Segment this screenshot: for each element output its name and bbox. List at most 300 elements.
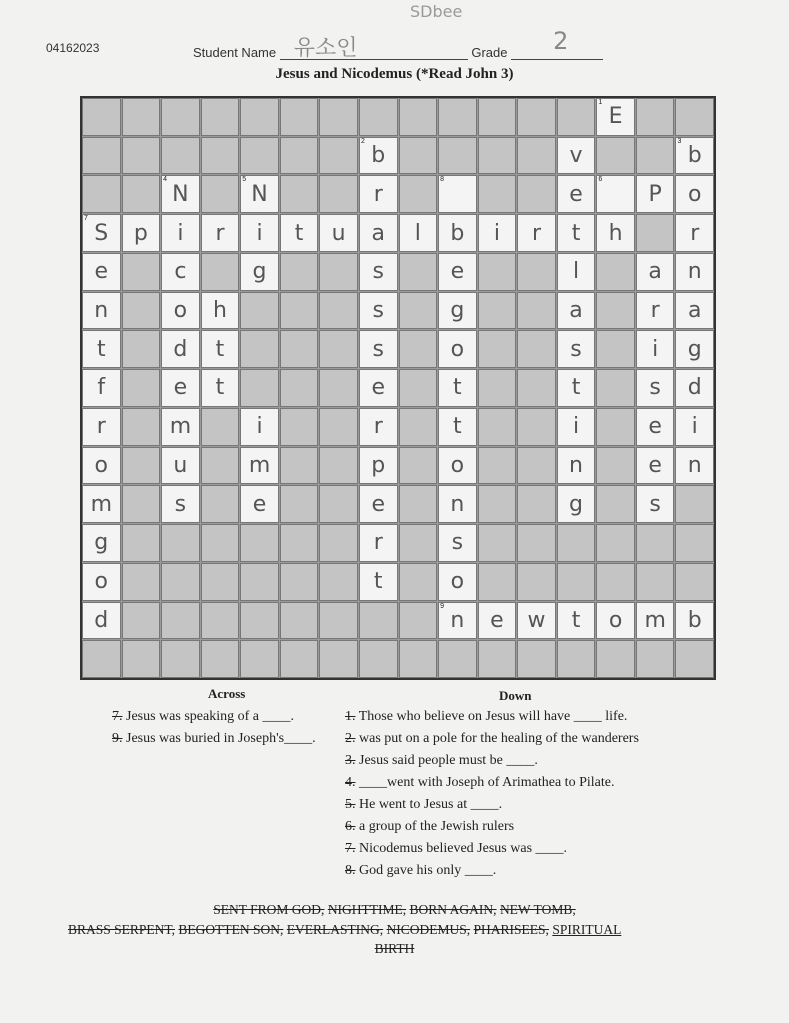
- crossword-cell[interactable]: [161, 408, 200, 446]
- down-heading: Down: [499, 688, 532, 703]
- crossword-cell[interactable]: [675, 292, 714, 330]
- crossword-cell[interactable]: [82, 214, 121, 252]
- crossword-block: [319, 98, 358, 136]
- cell-letter: n: [450, 607, 465, 633]
- cell-letter: a: [371, 220, 385, 246]
- crossword-block: [517, 175, 556, 213]
- cell-letter: t: [215, 336, 225, 362]
- grade-field[interactable]: [511, 27, 603, 60]
- cell-letter: n: [687, 259, 702, 285]
- crossword-cell[interactable]: [240, 485, 279, 523]
- crossword-block: [359, 602, 398, 640]
- crossword-block: [478, 98, 517, 136]
- cell-letter: r: [373, 414, 383, 440]
- cell-letter: o: [94, 569, 109, 595]
- cell-letter: g: [450, 298, 465, 324]
- crossword-block: [240, 524, 279, 562]
- crossword-block: [122, 563, 161, 601]
- cell-letter: n: [687, 452, 702, 478]
- crossword-block: [636, 563, 675, 601]
- crossword-cell[interactable]: [359, 330, 398, 368]
- crossword-block: [399, 253, 438, 291]
- crossword-block: [596, 485, 635, 523]
- crossword-block: [201, 524, 240, 562]
- crossword-block: [399, 563, 438, 601]
- cell-letter: p: [371, 452, 386, 478]
- crossword-block: [399, 447, 438, 485]
- crossword-cell[interactable]: [161, 447, 200, 485]
- cell-letter: t: [571, 607, 581, 633]
- cell-letter: o: [173, 298, 188, 324]
- crossword-cell[interactable]: [161, 369, 200, 407]
- cell-letter: o: [94, 452, 109, 478]
- cell-letter: l: [572, 259, 580, 285]
- crossword-cell[interactable]: [557, 408, 596, 446]
- crossword-cell[interactable]: [438, 253, 477, 291]
- crossword-block: [517, 563, 556, 601]
- crossword-cell[interactable]: [359, 292, 398, 330]
- cell-letter: g: [569, 491, 584, 517]
- cell-letter: v: [569, 143, 583, 169]
- clue-number: 3.: [345, 753, 356, 768]
- crossword-cell[interactable]: [240, 214, 279, 252]
- word-bank-line-1: [0, 902, 789, 918]
- crossword-cell[interactable]: [82, 408, 121, 446]
- cell-letter: m: [644, 607, 666, 633]
- crossword-block: [596, 253, 635, 291]
- crossword-block: [438, 137, 477, 175]
- crossword-cell[interactable]: [675, 369, 714, 407]
- crossword-cell[interactable]: [161, 175, 200, 213]
- clue-number-marker: 5: [242, 176, 247, 184]
- crossword-block: [240, 330, 279, 368]
- crossword-cell[interactable]: [122, 214, 161, 252]
- crossword-cell[interactable]: [557, 292, 596, 330]
- crossword-cell[interactable]: [636, 175, 675, 213]
- crossword-cell[interactable]: [636, 447, 675, 485]
- clue-number: 8.: [345, 863, 356, 878]
- cell-letter: n: [94, 298, 109, 324]
- crossword-block: [478, 175, 517, 213]
- cell-letter: t: [96, 336, 106, 362]
- clue-number: 6.: [345, 819, 356, 834]
- crossword-block: [438, 175, 477, 213]
- cell-letter: s: [649, 491, 661, 517]
- crossword-block: [478, 447, 517, 485]
- crossword-cell[interactable]: [636, 408, 675, 446]
- crossword-cell[interactable]: [201, 214, 240, 252]
- crossword-block: [517, 640, 556, 678]
- crossword-block: [399, 137, 438, 175]
- clue-text: a group of the Jewish rulers: [359, 819, 515, 834]
- crossword-block: [201, 98, 240, 136]
- crossword-block: [122, 485, 161, 523]
- crossword-cell[interactable]: [161, 330, 200, 368]
- clue-number: 4.: [345, 775, 356, 790]
- cell-letter: N: [172, 181, 189, 207]
- crossword-block: [280, 175, 319, 213]
- crossword-cell[interactable]: [675, 330, 714, 368]
- crossword-cell[interactable]: [240, 447, 279, 485]
- document-id: 04162023: [46, 41, 100, 55]
- crossword-cell[interactable]: [438, 563, 477, 601]
- crossword-cell[interactable]: [557, 602, 596, 640]
- cell-letter: w: [527, 607, 546, 633]
- crossword-block: [240, 369, 279, 407]
- cell-letter: i: [691, 414, 698, 440]
- cell-letter: o: [450, 336, 465, 362]
- crossword-cell[interactable]: [517, 602, 556, 640]
- crossword-cell[interactable]: [478, 602, 517, 640]
- crossword-cell[interactable]: [636, 292, 675, 330]
- crossword-block: [161, 640, 200, 678]
- clue-text: Jesus was buried in Joseph's____.: [126, 731, 316, 746]
- cell-letter: o: [450, 452, 465, 478]
- cell-letter: e: [648, 452, 662, 478]
- cell-letter: a: [687, 298, 702, 324]
- crossword-cell[interactable]: [82, 253, 121, 291]
- crossword-block: [122, 292, 161, 330]
- crossword-cell[interactable]: [636, 602, 675, 640]
- crossword-block: [478, 640, 517, 678]
- crossword-cell[interactable]: [399, 214, 438, 252]
- cell-letter: i: [572, 414, 580, 440]
- crossword-block: [557, 640, 596, 678]
- crossword-block: [240, 137, 279, 175]
- crossword-block: [478, 485, 517, 523]
- crossword-block: [319, 485, 358, 523]
- crossword-block: [122, 330, 161, 368]
- crossword-block: [478, 408, 517, 446]
- crossword-block: [478, 524, 517, 562]
- crossword-cell[interactable]: [161, 214, 200, 252]
- clue-number-marker: 2: [360, 137, 365, 145]
- crossword-cell[interactable]: [675, 408, 714, 446]
- clue-number: 7.: [112, 709, 123, 724]
- crossword-block: [478, 369, 517, 407]
- word-bank-item: SPIRITUAL: [552, 922, 622, 937]
- crossword-block: [557, 524, 596, 562]
- crossword-block: [240, 98, 279, 136]
- crossword-block: [675, 485, 714, 523]
- cell-letter: t: [571, 220, 581, 246]
- crossword-block: [280, 563, 319, 601]
- crossword-block: [161, 563, 200, 601]
- crossword-block: [478, 253, 517, 291]
- crossword-block: [280, 98, 319, 136]
- crossword-block: [161, 524, 200, 562]
- crossword-cell[interactable]: [636, 369, 675, 407]
- crossword-cell[interactable]: [82, 292, 121, 330]
- crossword-cell[interactable]: [636, 330, 675, 368]
- crossword-block: [596, 175, 635, 213]
- down-clue: [345, 838, 639, 860]
- crossword-block: [201, 640, 240, 678]
- crossword-block: [82, 137, 121, 175]
- cell-letter: b: [687, 607, 702, 633]
- down-clue: [345, 728, 639, 750]
- word-bank-item: PHARISEES,: [473, 922, 549, 937]
- crossword-block: [201, 253, 240, 291]
- crossword-block: [201, 485, 240, 523]
- crossword-block: [319, 175, 358, 213]
- cell-letter: n: [450, 491, 465, 517]
- crossword-block: [478, 292, 517, 330]
- crossword-cell[interactable]: [82, 447, 121, 485]
- crossword-cell[interactable]: [438, 214, 477, 252]
- crossword-cell[interactable]: [675, 602, 714, 640]
- crossword-cell[interactable]: [557, 447, 596, 485]
- crossword-block: [122, 602, 161, 640]
- clue-text: God gave his only ____.: [359, 863, 497, 878]
- cell-letter: r: [373, 530, 383, 556]
- crossword-block: [478, 563, 517, 601]
- down-clues: [345, 706, 639, 882]
- crossword-cell[interactable]: [201, 292, 240, 330]
- crossword-cell[interactable]: [319, 214, 358, 252]
- crossword-block: [280, 602, 319, 640]
- crossword-block: [82, 640, 121, 678]
- crossword-cell[interactable]: [82, 524, 121, 562]
- crossword-cell[interactable]: [438, 330, 477, 368]
- crossword-cell[interactable]: [359, 447, 398, 485]
- down-clue: [345, 772, 639, 794]
- word-bank-item: BRASS SERPENT,: [68, 922, 176, 937]
- handwritten-top-note: SDbee: [410, 2, 463, 21]
- cell-letter: r: [690, 220, 700, 246]
- cell-letter: t: [294, 220, 304, 246]
- cell-letter: i: [256, 220, 263, 246]
- crossword-block: [636, 524, 675, 562]
- cell-letter: s: [649, 375, 661, 401]
- crossword-block: [280, 330, 319, 368]
- crossword-block: [201, 137, 240, 175]
- crossword-block: [399, 369, 438, 407]
- crossword-block: [122, 369, 161, 407]
- crossword-block: [596, 563, 635, 601]
- crossword-block: [399, 408, 438, 446]
- crossword-block: [399, 330, 438, 368]
- crossword-block: [319, 524, 358, 562]
- word-bank-item: NIGHTTIME,: [327, 902, 407, 917]
- crossword-block: [280, 447, 319, 485]
- crossword-block: [636, 98, 675, 136]
- crossword-cell[interactable]: [596, 214, 635, 252]
- clue-number-marker: 6: [598, 176, 603, 184]
- crossword-cell[interactable]: [557, 330, 596, 368]
- crossword-block: [201, 602, 240, 640]
- crossword-block: [161, 137, 200, 175]
- word-bank-item: BIRTH: [374, 941, 415, 956]
- crossword-block: [319, 447, 358, 485]
- crossword-block: [122, 98, 161, 136]
- cell-letter: e: [490, 607, 504, 633]
- crossword-cell[interactable]: [438, 408, 477, 446]
- crossword-block: [399, 640, 438, 678]
- clue-text: Those who believe on Jesus will have ____ life.: [358, 709, 628, 724]
- crossword-cell[interactable]: [82, 330, 121, 368]
- clue-number-marker: 9: [440, 602, 444, 610]
- crossword-cell[interactable]: [240, 253, 279, 291]
- cell-letter: o: [450, 569, 465, 595]
- page-title: Jesus and Nicodemus (*Read John 3): [275, 66, 514, 82]
- cell-letter: r: [373, 181, 383, 207]
- cell-letter: u: [331, 220, 346, 246]
- crossword-cell[interactable]: [438, 485, 477, 523]
- cell-letter: m: [248, 452, 271, 478]
- crossword-block: [399, 175, 438, 213]
- cell-letter: N: [251, 181, 268, 207]
- crossword-cell[interactable]: [438, 369, 477, 407]
- crossword-cell[interactable]: [557, 369, 596, 407]
- crossword-cell[interactable]: [438, 447, 477, 485]
- crossword-block: [280, 292, 319, 330]
- clue-number-marker: 1: [598, 99, 603, 106]
- crossword-cell[interactable]: [596, 602, 635, 640]
- crossword-block: [675, 524, 714, 562]
- cell-letter: b: [371, 143, 386, 169]
- crossword-cell[interactable]: [201, 369, 240, 407]
- crossword-block: [201, 563, 240, 601]
- crossword-cell[interactable]: [82, 563, 121, 601]
- crossword-block: [280, 369, 319, 407]
- cell-letter: d: [173, 336, 188, 362]
- crossword-cell[interactable]: [240, 175, 279, 213]
- across-clue: [112, 728, 316, 750]
- student-header: [193, 27, 603, 61]
- crossword-block: [517, 485, 556, 523]
- word-bank-item: BORN AGAIN,: [409, 902, 497, 917]
- crossword-cell[interactable]: [478, 214, 517, 252]
- crossword-block: [319, 137, 358, 175]
- cell-letter: b: [450, 220, 465, 246]
- crossword-block: [280, 524, 319, 562]
- crossword-block: [319, 330, 358, 368]
- crossword-block: [517, 408, 556, 446]
- crossword-cell[interactable]: [359, 524, 398, 562]
- crossword-cell[interactable]: [359, 563, 398, 601]
- cell-letter: E: [608, 104, 623, 130]
- cell-letter: o: [687, 181, 702, 207]
- crossword-block: [319, 292, 358, 330]
- clue-number-marker: 7: [84, 215, 88, 223]
- crossword-cell[interactable]: [675, 447, 714, 485]
- crossword-cell[interactable]: [280, 214, 319, 252]
- cell-letter: h: [212, 298, 227, 324]
- crossword-cell[interactable]: [359, 137, 398, 175]
- crossword-cell[interactable]: [636, 253, 675, 291]
- crossword-cell[interactable]: [359, 485, 398, 523]
- cell-letter: P: [648, 181, 662, 207]
- cell-letter: t: [453, 375, 462, 401]
- crossword-cell[interactable]: [557, 485, 596, 523]
- crossword-block: [201, 408, 240, 446]
- crossword-cell[interactable]: [201, 330, 240, 368]
- crossword-cell[interactable]: [675, 214, 714, 252]
- crossword-block: [596, 137, 635, 175]
- crossword-cell[interactable]: [636, 485, 675, 523]
- crossword-cell[interactable]: [517, 214, 556, 252]
- crossword-cell[interactable]: [161, 292, 200, 330]
- cell-letter: a: [569, 298, 583, 324]
- cell-letter: a: [648, 259, 662, 285]
- cell-letter: p: [133, 220, 148, 246]
- clue-number-marker: 4: [163, 176, 168, 184]
- crossword-cell[interactable]: [557, 214, 596, 252]
- crossword-cell[interactable]: [675, 175, 714, 213]
- crossword-block: [478, 330, 517, 368]
- crossword-block: [280, 408, 319, 446]
- crossword-block: [240, 640, 279, 678]
- crossword-cell[interactable]: [359, 369, 398, 407]
- crossword-cell[interactable]: [438, 292, 477, 330]
- cell-letter: u: [173, 452, 188, 478]
- crossword-block: [240, 602, 279, 640]
- crossword-block: [319, 602, 358, 640]
- cell-letter: m: [90, 491, 112, 517]
- across-clue: [112, 706, 316, 728]
- clue-text: Jesus was speaking of a ____.: [126, 709, 294, 724]
- clue-number: 5.: [345, 797, 356, 812]
- cell-letter: t: [215, 375, 225, 401]
- word-bank-item: NICODEMUS,: [386, 922, 471, 937]
- crossword-cell[interactable]: [161, 485, 200, 523]
- word-bank-item: BEGOTTEN SON,: [178, 922, 284, 937]
- crossword-cell[interactable]: [438, 524, 477, 562]
- crossword-block: [280, 485, 319, 523]
- crossword-cell[interactable]: [82, 369, 121, 407]
- crossword-cell[interactable]: [82, 485, 121, 523]
- cell-letter: t: [373, 569, 383, 595]
- crossword-cell[interactable]: [240, 408, 279, 446]
- crossword-cell[interactable]: [557, 137, 596, 175]
- crossword-cell[interactable]: [359, 214, 398, 252]
- crossword-block: [596, 330, 635, 368]
- clue-text: Jesus said people must be ____.: [359, 753, 538, 768]
- student-name-field[interactable]: [280, 36, 468, 61]
- crossword-block: [675, 563, 714, 601]
- crossword-cell[interactable]: [557, 175, 596, 213]
- crossword-cell[interactable]: [438, 602, 477, 640]
- clue-text: ____went with Joseph of Arimathea to Pilate.: [359, 775, 615, 790]
- cell-letter: i: [256, 414, 263, 440]
- cell-letter: s: [451, 530, 464, 556]
- crossword-cell[interactable]: [675, 253, 714, 291]
- crossword-cell[interactable]: [82, 602, 121, 640]
- crossword-block: [240, 292, 279, 330]
- crossword-cell[interactable]: [359, 175, 398, 213]
- crossword-block: [161, 98, 200, 136]
- crossword-block: [240, 563, 279, 601]
- crossword-cell[interactable]: [359, 408, 398, 446]
- crossword-block: [280, 137, 319, 175]
- crossword-cell[interactable]: [596, 98, 635, 136]
- cell-letter: n: [569, 452, 583, 478]
- crossword-block: [399, 602, 438, 640]
- crossword-cell[interactable]: [675, 137, 714, 175]
- crossword-cell[interactable]: [161, 253, 200, 291]
- crossword-block: [122, 408, 161, 446]
- down-clue: [345, 706, 639, 728]
- cell-letter: r: [531, 220, 541, 246]
- cell-letter: g: [687, 336, 702, 362]
- cell-letter: r: [215, 220, 225, 246]
- crossword-block: [636, 214, 675, 252]
- crossword-block: [557, 98, 596, 136]
- crossword-cell[interactable]: [557, 253, 596, 291]
- crossword-cell[interactable]: [359, 253, 398, 291]
- crossword-block: [517, 137, 556, 175]
